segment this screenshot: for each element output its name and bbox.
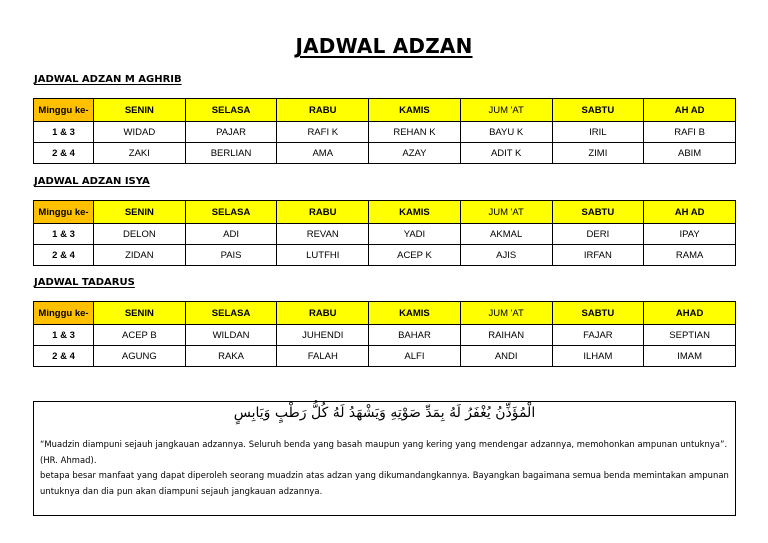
header-day: RABU (277, 201, 369, 224)
header-day: SENIN (94, 201, 186, 224)
row-week-label: 1 & 3 (34, 122, 94, 143)
table-cell: IPAY (644, 224, 736, 245)
header-day: JUM 'AT (460, 302, 552, 325)
table-row (34, 245, 736, 266)
table-cell: AJIS (460, 245, 552, 266)
hadith-text (40, 437, 729, 499)
row-week-label: 2 & 4 (34, 346, 94, 367)
table-cell: WILDAN (185, 325, 277, 346)
table-row (34, 346, 736, 367)
header-day: SENIN (94, 99, 186, 122)
table-cell: ADIT K (460, 143, 552, 164)
table-cell: ABIM (644, 143, 736, 164)
section-label-tadarus: JADWAL TADARUS (34, 277, 135, 288)
header-minggu: Minggu ke- (34, 302, 94, 325)
header-day: AHAD (644, 302, 736, 325)
header-minggu: Minggu ke- (34, 201, 94, 224)
header-day: RABU (277, 302, 369, 325)
row-week-label: 2 & 4 (34, 143, 94, 164)
table-cell: ACEP K (369, 245, 461, 266)
table-cell: DELON (94, 224, 186, 245)
table-cell: FALAH (277, 346, 369, 367)
table-cell: BAYU K (460, 122, 552, 143)
hadith-box (33, 401, 736, 516)
schedule-table-tadarus (33, 301, 736, 367)
table-cell: IRIL (552, 122, 644, 143)
table-cell: REHAN K (369, 122, 461, 143)
table-cell: LUTFHI (277, 245, 369, 266)
row-week-label: 1 & 3 (34, 325, 94, 346)
schedule-table-isya (33, 200, 736, 266)
header-minggu: Minggu ke- (34, 99, 94, 122)
header-day: SELASA (185, 201, 277, 224)
table-cell: AKMAL (460, 224, 552, 245)
header-day: AH AD (644, 99, 736, 122)
table-header-row (34, 201, 736, 224)
table-cell: BERLIAN (185, 143, 277, 164)
table-cell: AMA (277, 143, 369, 164)
header-day: JUM 'AT (460, 201, 552, 224)
table-cell: RAKA (185, 346, 277, 367)
table-cell: ANDI (460, 346, 552, 367)
header-day: KAMIS (369, 302, 461, 325)
table-row (34, 224, 736, 245)
table-cell: FAJAR (552, 325, 644, 346)
header-day: SABTU (552, 201, 644, 224)
table-cell: BAHAR (369, 325, 461, 346)
header-day: SABTU (552, 302, 644, 325)
table-cell: ZIDAN (94, 245, 186, 266)
table-cell: SEPTIAN (644, 325, 736, 346)
table-row (34, 325, 736, 346)
table-cell: ZIMI (552, 143, 644, 164)
table-cell: AZAY (369, 143, 461, 164)
table-cell: RAFI K (277, 122, 369, 143)
header-day: RABU (277, 99, 369, 122)
table-cell: PAJAR (185, 122, 277, 143)
table-cell: PAIS (185, 245, 277, 266)
header-day: SELASA (185, 302, 277, 325)
header-day: KAMIS (369, 201, 461, 224)
header-day: AH AD (644, 201, 736, 224)
row-week-label: 2 & 4 (34, 245, 94, 266)
table-cell: ALFI (369, 346, 461, 367)
schedule-table-maghrib (33, 98, 736, 164)
header-day: SELASA (185, 99, 277, 122)
header-day: SENIN (94, 302, 186, 325)
table-cell: IRFAN (552, 245, 644, 266)
table-header-row (34, 99, 736, 122)
table-cell: ADI (185, 224, 277, 245)
table-cell: REVAN (277, 224, 369, 245)
table-cell: AGUNG (94, 346, 186, 367)
hadith-arabic: الْمُؤَذِّنُ يُغْفَرُ لَهُ بِمَدِّ صَوْتِهِ وَيَشْهَدُ لَهُ كُلُّ رَطْبٍ وَيَابِسٍ (233, 405, 536, 421)
page-title: JADWAL ADZAN (295, 34, 473, 58)
table-row (34, 122, 736, 143)
table-cell: JUHENDI (277, 325, 369, 346)
header-day: KAMIS (369, 99, 461, 122)
table-cell: ILHAM (552, 346, 644, 367)
table-cell: RAFI B (644, 122, 736, 143)
header-day: JUM 'AT (460, 99, 552, 122)
table-cell: IMAM (644, 346, 736, 367)
hadith-translation: “Muadzin diampuni sejauh jangkauan adzannya. Seluruh benda yang basah maupun yang kering yang mendengar adzannya, memohonkan ampunan untuknya”. (HR. Ahmad). (40, 439, 728, 465)
section-label-isya: JADWAL ADZAN ISYA (34, 176, 150, 187)
table-cell: ZAKI (94, 143, 186, 164)
section-label-maghrib: JADWAL ADZAN M AGHRIB (34, 74, 182, 85)
table-cell: ACEP B (94, 325, 186, 346)
table-header-row (34, 302, 736, 325)
row-week-label: 1 & 3 (34, 224, 94, 245)
table-cell: DERI (552, 224, 644, 245)
table-cell: WIDAD (94, 122, 186, 143)
table-cell: YADI (369, 224, 461, 245)
table-cell: RAMA (644, 245, 736, 266)
table-row (34, 143, 736, 164)
header-day: SABTU (552, 99, 644, 122)
table-cell: RAIHAN (460, 325, 552, 346)
hadith-explanation: betapa besar manfaat yang dapat diperoleh seorang muadzin atas adzan yang dikumandangkannya. Bayangkan bagaimana semua benda memintakan ampunan untuknya dan dia pun akan diampuni sejauh jangkauan adzannya. (40, 470, 729, 496)
